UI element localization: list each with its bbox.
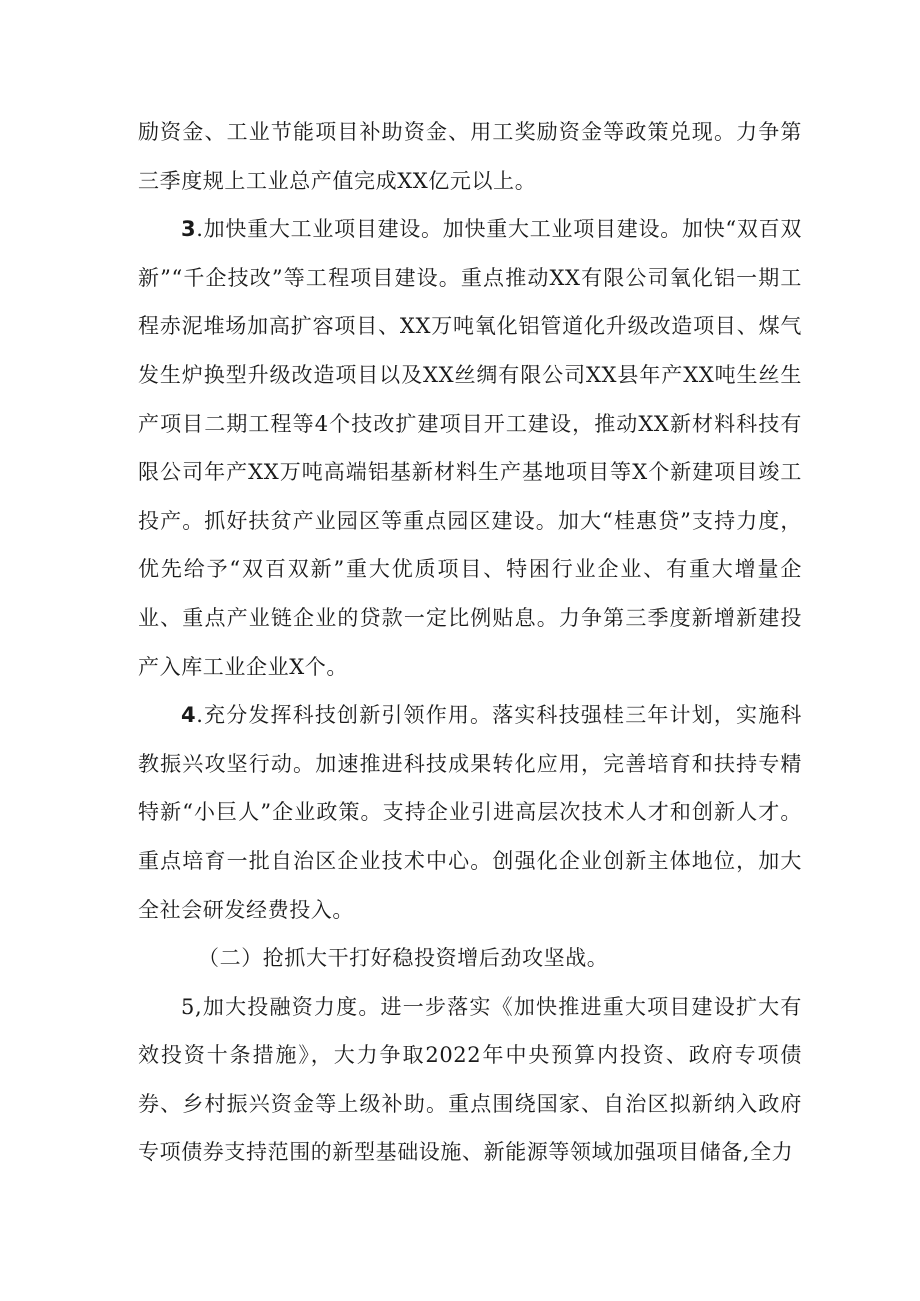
item-number: 4 (181, 703, 197, 728)
document-body (138, 108, 802, 1177)
paragraph-item-5: 5,加大投融资力度。进一步落实《加快推进重大项目建设扩大有效投资十条措施》，大力争取2022年中央预算内投资、政府专项债券、乡村振兴资金等上级补助。重点围绕国家、自治区拟新纳入政府专项债券支持范围的新型基础设施、新能源等领域加强项目储备,全力 (138, 994, 802, 1165)
paragraph-continuation: 励资金、工业节能项目补助资金、用工奖励资金等政策兑现。力争第三季度规上工业总产值完成XX亿元以上。 (138, 120, 802, 193)
paragraph-text: .加快重大工业项目建设。加快重大工业项目建设。加快“双百双新”“千企技改”等工程项目建设。重点推动XX有限公司氧化铝一期工程赤泥堆场加高扩容项目、XX万吨氧化铝管道化升级改造项目、煤气发生炉换型升级改造项目以及XX丝绸有限公司XX县年产XX吨生丝生产项目二期工程等4个技改扩建项目开工建设，推动XX新材料科技有限公司年产XX万吨高端铝基新材料生产基地项目等X个新建项目竣工投产。抓好扶贫产业园区等重点园区建设。加大“桂惠贷”支持力度，优先给予“双百双新”重大优质项目、特困行业企业、有重大增量企业、重点产业链企业的贷款一定比例贴息。力争第三季度新增新建投产入库工业企业X个。 (138, 217, 802, 679)
paragraph-text: .充分发挥科技创新引领作用。落实科技强桂三年计划，实施科教振兴攻坚行动。加速推进科技成果转化应用，完善培育和扶持专精特新“小巨人”企业政策。支持企业引进高层次技术人才和创新人才。重点培育一批自治区企业技术中心。创强化企业创新主体地位，加大全社会研发经费投入。 (138, 703, 802, 922)
paragraph-item-3 (138, 205, 802, 691)
section-heading: （二）抢抓大干打好稳投资增后劲攻坚战。 (198, 946, 609, 971)
item-number: 3 (181, 217, 197, 242)
paragraph-item-4 (138, 691, 802, 934)
